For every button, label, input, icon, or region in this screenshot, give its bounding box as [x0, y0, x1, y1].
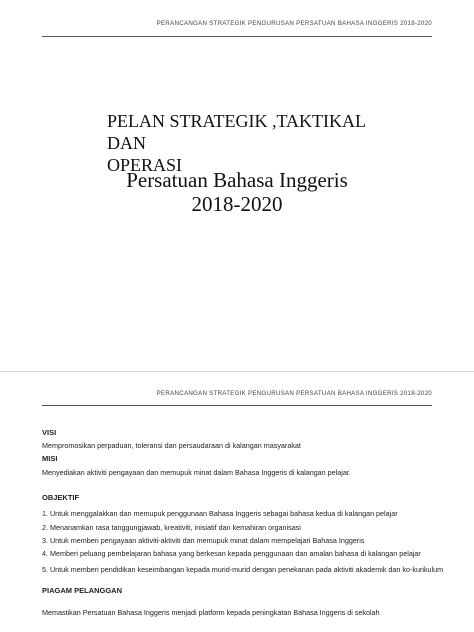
document-years: 2018-2020	[191, 192, 283, 216]
document-title	[107, 110, 387, 176]
objektif-item-1: 1. Untuk menggalakkan dan memupuk penggunaan Bahasa Inggeris sebagai bahasa kedua di kalangan pelajar	[42, 509, 398, 518]
title-line-2: OPERASI	[107, 155, 183, 175]
visi-text: Mempromosikan perpaduan, toleransi dan persaudaraan di kalangan masyarakat	[42, 441, 301, 450]
misi-heading: MISI	[42, 454, 58, 463]
visi-heading: VISI	[42, 428, 57, 437]
misi-text: Menyediakan aktiviti pengayaan dan memupuk minat dalam Bahasa Inggeris di kalangan pelajar.	[42, 468, 351, 477]
running-header: PERANCANGAN STRATEGIK PENGURUSAN PERSATUAN BAHASA INGGERIS 2018-2020	[156, 20, 432, 27]
title-line-1: PELAN STRATEGIK ,TAKTIKAL DAN	[107, 111, 366, 153]
piagam-text: Memastikan Persatuan Bahasa Inggeris menjadi platform kepada peningkatan Bahasa Inggeris di sekolah	[42, 608, 380, 617]
organization-name: Persatuan Bahasa Inggeris	[126, 168, 348, 192]
piagam-heading: PIAGAM PELANGGAN	[42, 586, 123, 595]
objektif-item-4: 4. Memberi peluang pembelajaran bahasa yang berkesan kepada penggunaan dan amalan bahasa di kalangan pelajar	[42, 549, 421, 558]
objektif-item-2: 2. Menanamkan rasa tanggungjawab, kreativiti, inisiatif dan kemahiran organisasi	[42, 523, 301, 532]
objektif-item-5: 5. Untuk memberi pendidikan keseimbangan kepada murid-murid dengan penekanan pada aktiviti akademik dan ko-kurikulum	[42, 565, 444, 574]
objektif-heading: OBJEKTIF	[42, 493, 80, 502]
header-rule	[42, 36, 432, 37]
content-page	[0, 372, 474, 632]
running-header: PERANCANGAN STRATEGIK PENGURUSAN PERSATUAN BAHASA INGGERIS 2018-2020	[156, 390, 432, 397]
header-rule	[42, 405, 432, 406]
objektif-item-3: 3. Untuk memberi pengayaan aktiviti-aktiviti dan memupuk minat dalam mempelajari Bahasa Inggeris	[42, 536, 365, 545]
